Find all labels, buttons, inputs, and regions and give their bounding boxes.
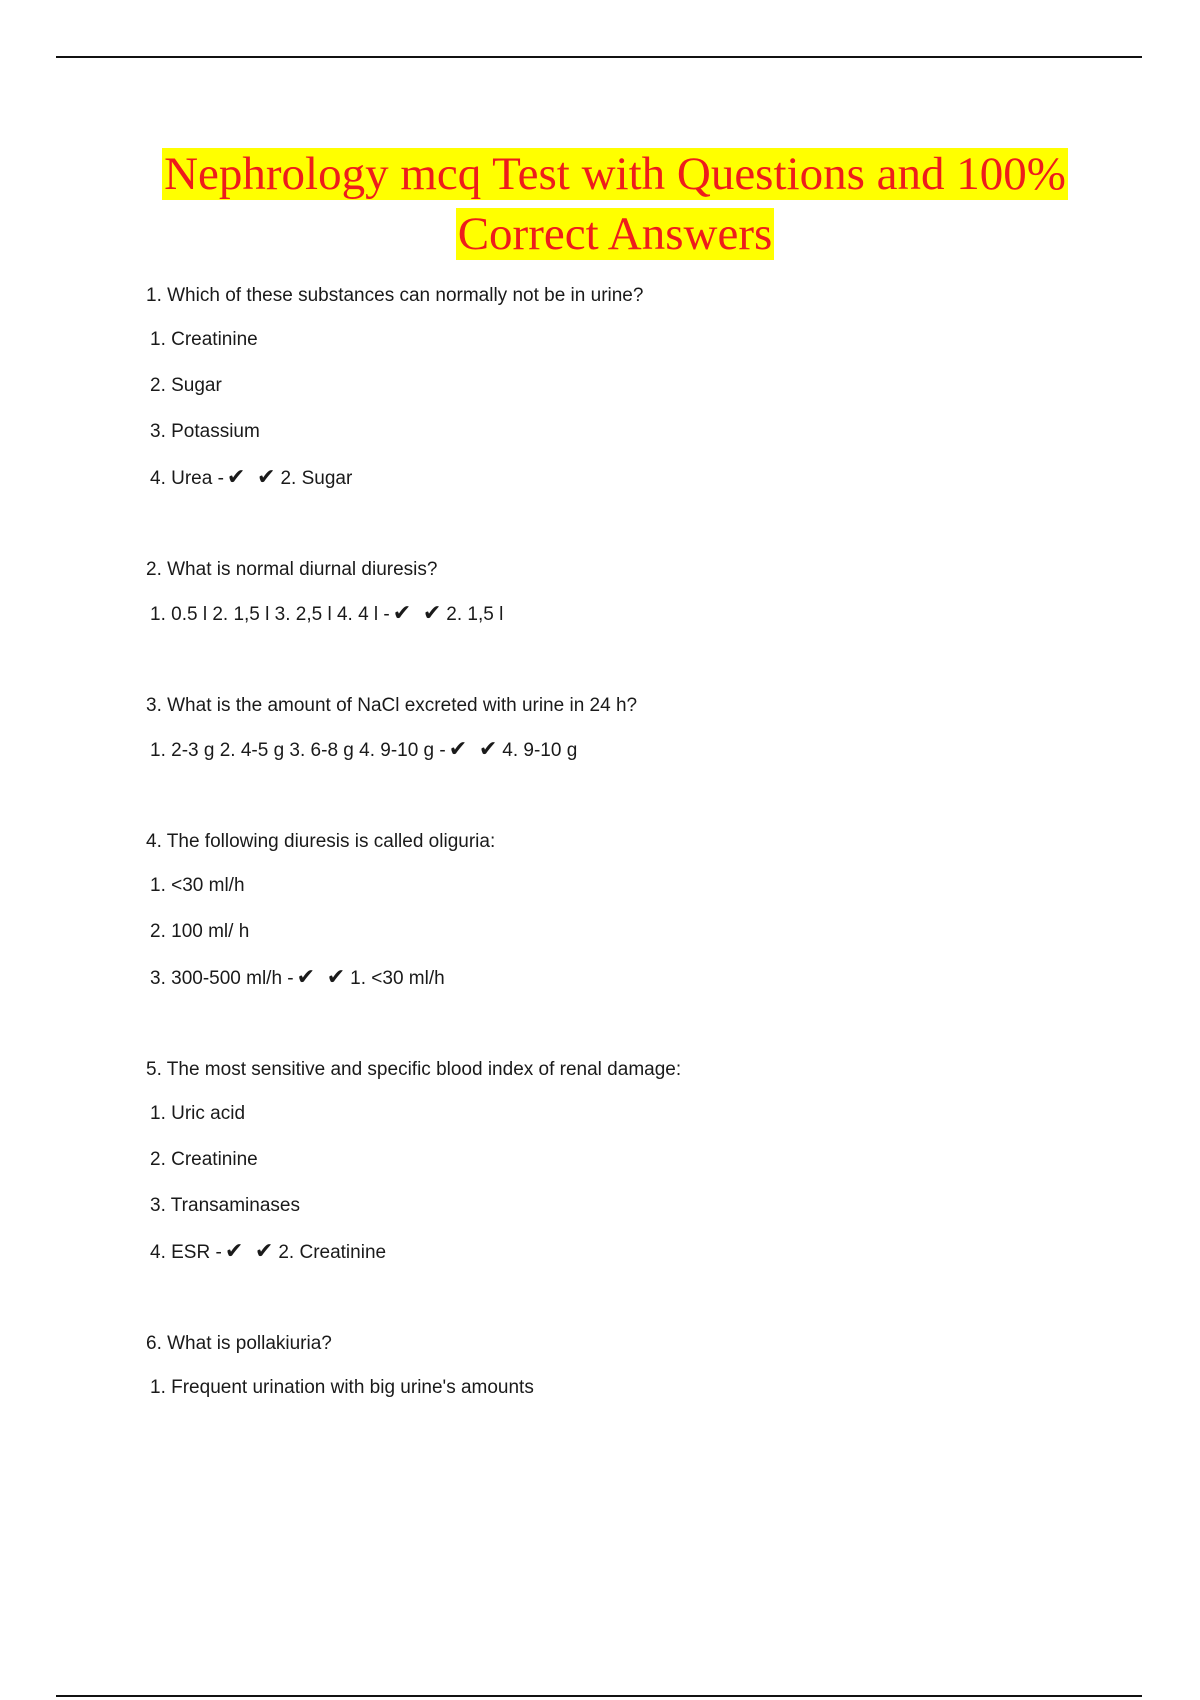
answer-line	[150, 962, 1126, 1008]
question-prompt: 1. Which of these substances can normally not be in urine?	[146, 285, 644, 306]
question-spacer	[146, 644, 1126, 690]
answer-option: 2. Creatinine	[150, 1149, 258, 1170]
answer-line-lead: 1. 2-3 g 2. 4-5 g 3. 6-8 g 4. 9-10 g -	[150, 740, 446, 761]
answer-line	[150, 1236, 1126, 1282]
answer-option: 1. <30 ml/h	[150, 875, 245, 896]
question-spacer	[146, 508, 1126, 554]
answer-option: 2. 100 ml/ h	[150, 921, 250, 942]
check-mark-icon: ✔ ✔	[448, 737, 500, 762]
correct-answer: 2. Creatinine	[278, 1242, 387, 1263]
check-mark-icon: ✔ ✔	[392, 601, 444, 626]
question-prompt: 6. What is pollakiuria?	[146, 1333, 332, 1354]
answer-option: 3. Potassium	[150, 421, 260, 442]
correct-answer: 1. <30 ml/h	[350, 968, 445, 989]
question-prompt: 5. The most sensitive and specific blood index of renal damage:	[146, 1059, 682, 1080]
question-list	[146, 280, 1126, 1418]
answer-option: 3. Transaminases	[150, 1195, 300, 1216]
answer-line-lead: 4. ESR -	[150, 1242, 222, 1263]
check-mark-icon: ✔ ✔	[224, 1239, 276, 1264]
answer-option: 1. Uric acid	[150, 1103, 246, 1124]
answer-line-lead: 1. 0.5 l 2. 1,5 l 3. 2,5 l 4. 4 l -	[150, 604, 390, 625]
correct-answer: 2. Sugar	[280, 468, 353, 489]
header-rule	[56, 56, 1142, 58]
question-prompt: 2. What is normal diurnal diuresis?	[146, 559, 438, 580]
document-title	[56, 144, 1174, 264]
check-mark-icon: ✔ ✔	[226, 465, 278, 490]
title-line-2: Correct Answers	[457, 208, 773, 260]
question-prompt: 4. The following diuresis is called oliguria:	[146, 831, 496, 852]
question-spacer	[146, 1008, 1126, 1054]
title-line-1: Nephrology mcq Test with Questions and 100%	[164, 148, 1066, 200]
answer-option: 2. Sugar	[150, 375, 222, 396]
question-spacer	[146, 1282, 1126, 1328]
question-prompt: 3. What is the amount of NaCl excreted with urine in 24 h?	[146, 695, 638, 716]
answer-line	[150, 598, 1126, 644]
answer-option: 1. Creatinine	[150, 329, 258, 350]
answer-line	[150, 734, 1126, 780]
answer-line-lead: 4. Urea -	[150, 468, 224, 489]
answer-option: 1. Frequent urination with big urine's amounts	[150, 1377, 534, 1398]
footer-rule	[56, 1695, 1142, 1697]
answer-line	[150, 462, 1126, 508]
answer-line-lead: 3. 300-500 ml/h -	[150, 968, 294, 989]
question-spacer	[146, 780, 1126, 826]
check-mark-icon: ✔ ✔	[296, 965, 348, 990]
correct-answer: 2. 1,5 l	[446, 604, 504, 625]
correct-answer: 4. 9-10 g	[502, 740, 578, 761]
